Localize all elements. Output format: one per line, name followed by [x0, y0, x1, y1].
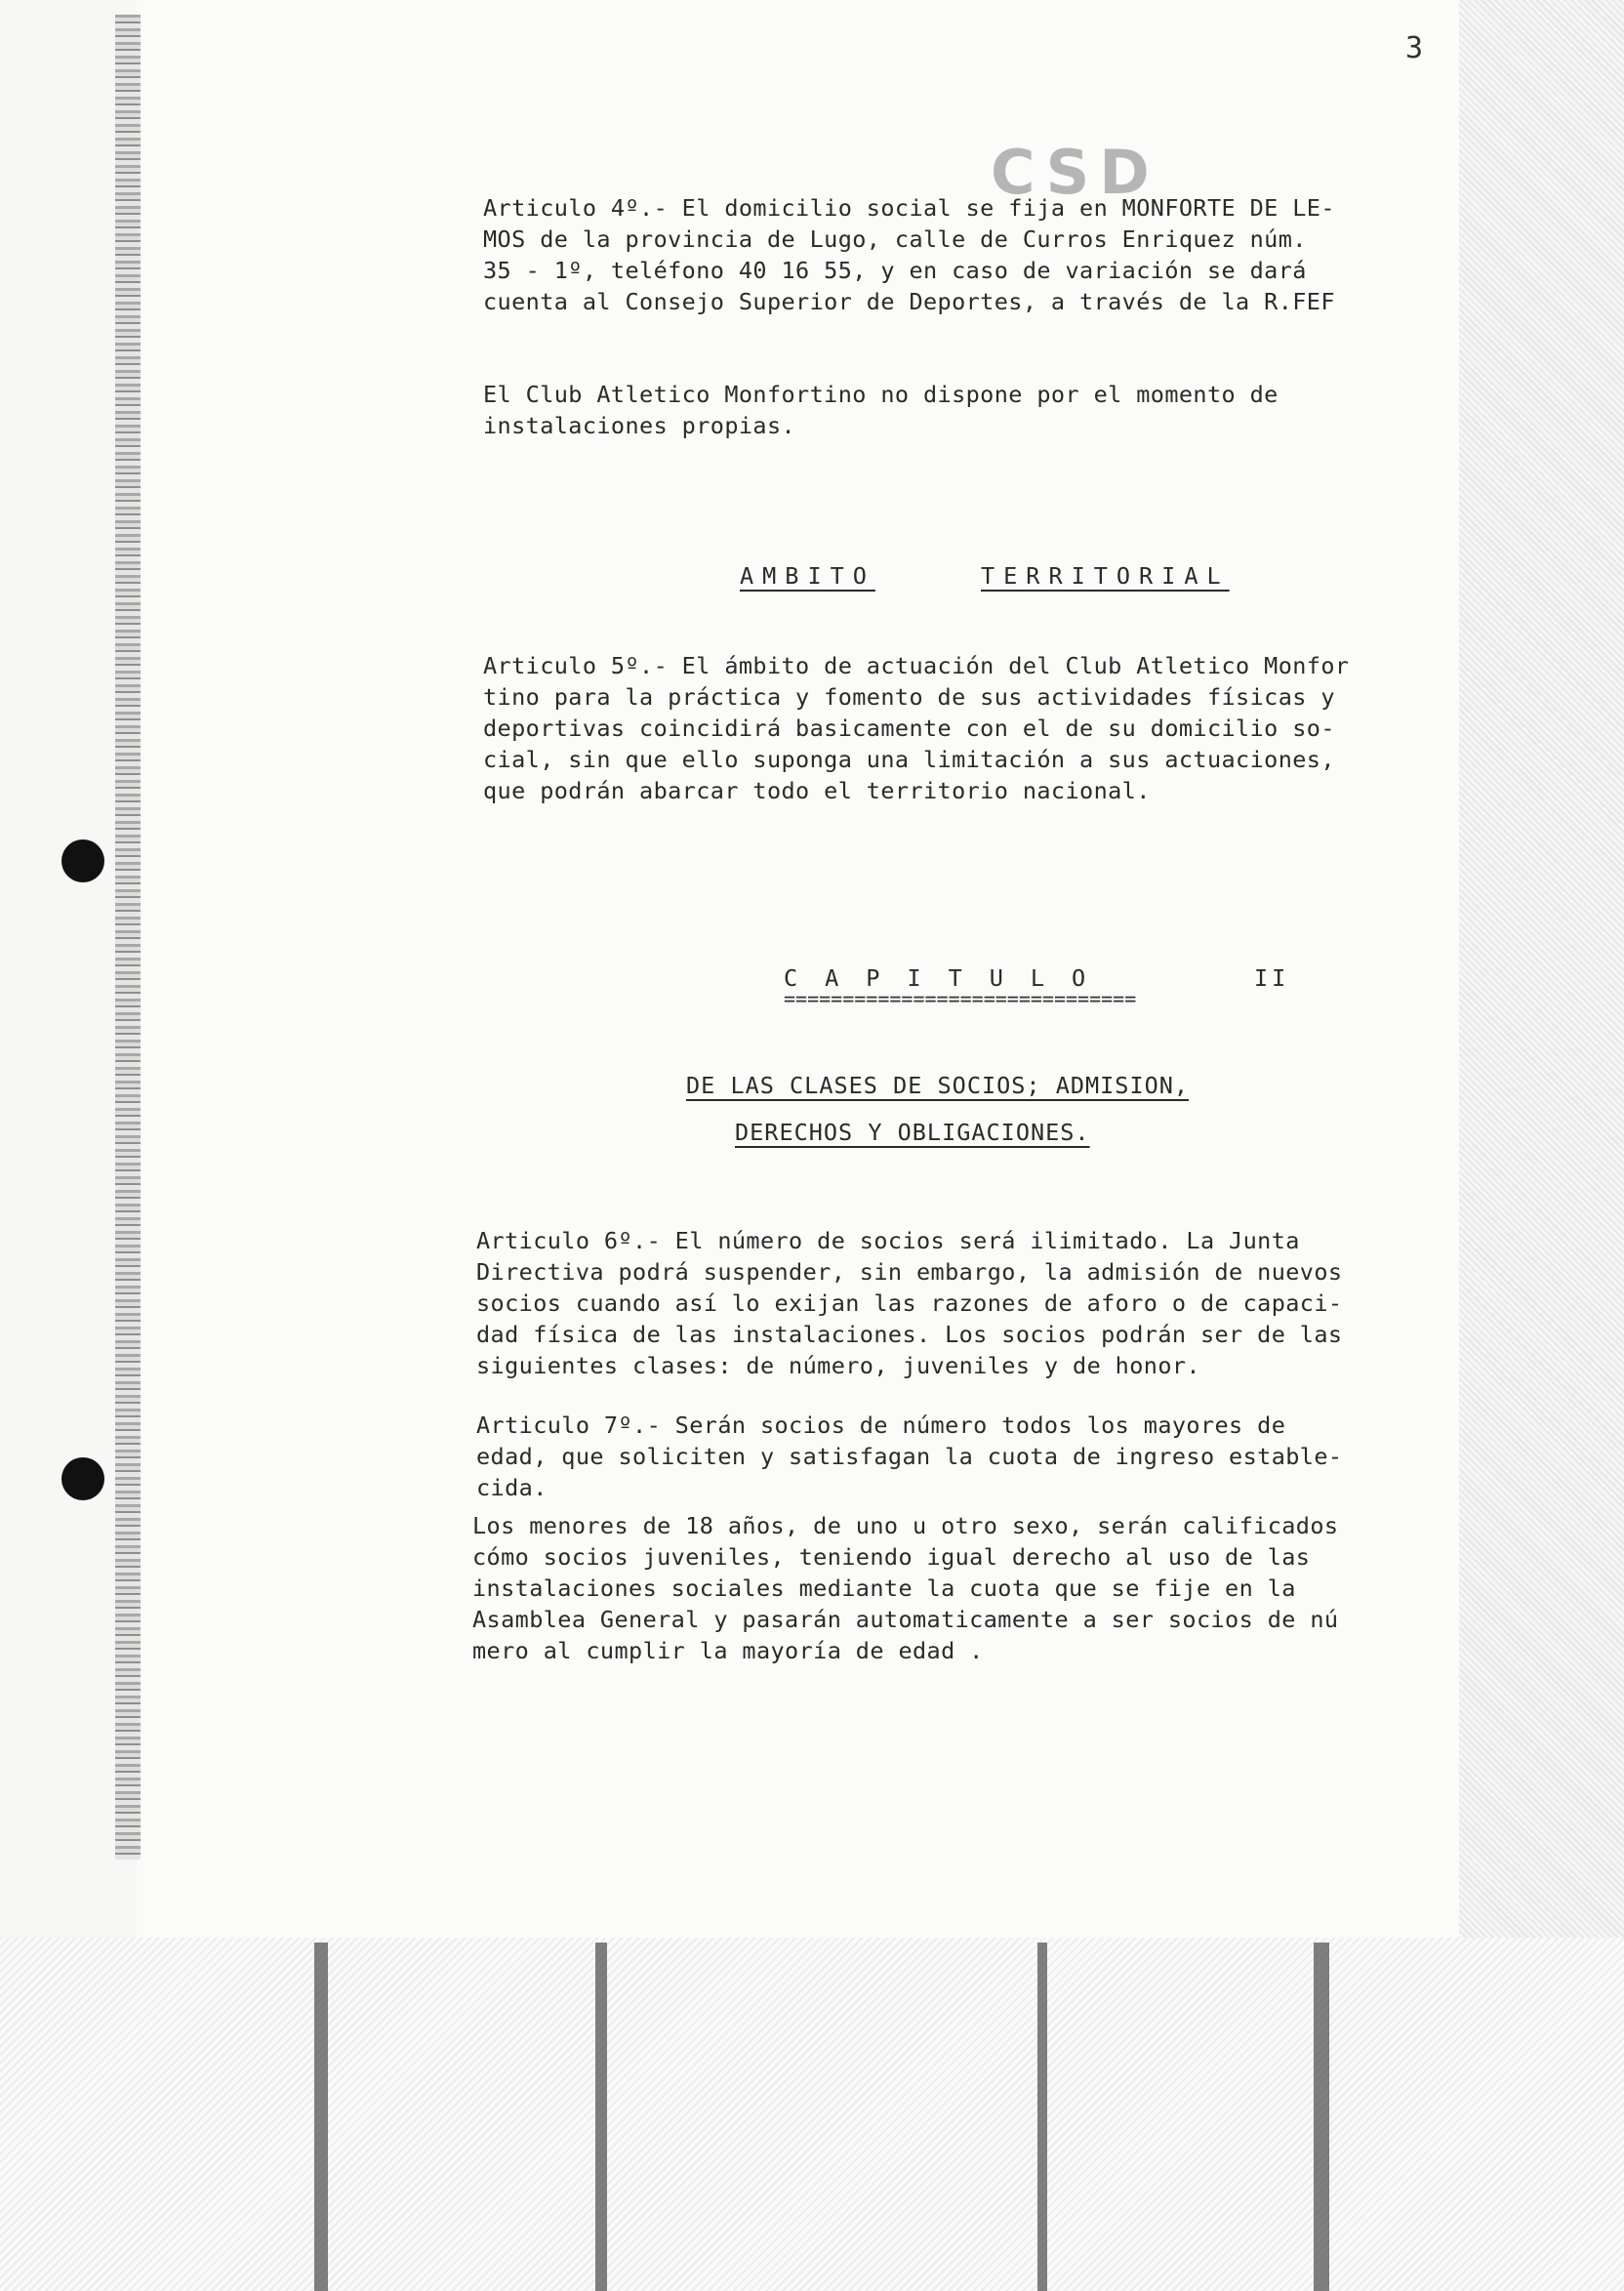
text-line: Articulo 7º.- Serán socios de número todos los mayores de: [476, 1411, 1286, 1439]
text-line: Asamblea General y pasarán automaticamente a ser socios de nú: [472, 1606, 1339, 1633]
text-line: deportivas coincidirá basicamente con el de su domicilio so-: [483, 715, 1335, 742]
article-4: [483, 192, 1459, 317]
text-line: cómo socios juveniles, teniendo igual derecho al uso de las: [472, 1543, 1311, 1571]
scan-left-edge: [115, 15, 141, 1860]
text-line: 35 - 1º, teléfono 40 16 55, y en caso de variación se dará: [483, 257, 1307, 284]
chapter-subtitle-1: DE LAS CLASES DE SOCIOS; ADMISION,: [686, 1072, 1190, 1099]
text-line: Los menores de 18 años, de uno u otro sexo, serán calificados: [472, 1512, 1339, 1539]
scan-streak: [314, 1943, 328, 2291]
text-line: Articulo 4º.- El domicilio social se fija en MONFORTE DE LE-: [483, 194, 1335, 222]
text-line: MOS de la provincia de Lugo, calle de Curros Enriquez núm.: [483, 225, 1307, 253]
text-line: socios cuando así lo exijan las razones de aforo o de capaci-: [476, 1289, 1343, 1317]
punch-hole: [61, 839, 104, 882]
csd-stamp: CSD: [991, 137, 1159, 208]
heading-ambito: AMBITO: [740, 562, 875, 590]
chapter-subtitle-2: DERECHOS Y OBLIGACIONES.: [735, 1119, 1090, 1146]
scan-streak: [1037, 1943, 1047, 2291]
article-6: [476, 1225, 1452, 1381]
scan-streak: [1314, 1943, 1329, 2291]
text-line: dad física de las instalaciones. Los socios podrán ser de las: [476, 1321, 1343, 1348]
text-line: Articulo 5º.- El ámbito de actuación del Club Atletico Monfor: [483, 652, 1350, 679]
heading-territorial: TERRITORIAL: [981, 562, 1230, 590]
text-line: que podrán abarcar todo el territorio nacional.: [483, 777, 1151, 804]
text-line: cial, sin que ello suponga una limitación a sus actuaciones,: [483, 746, 1335, 773]
text-line: cuenta al Consejo Superior de Deportes, a través de la R.FEF: [483, 288, 1335, 315]
text-line: mero al cumplir la mayoría de edad .: [472, 1637, 984, 1664]
text-line: edad, que soliciten y satisfagan la cuota de ingreso estable-: [476, 1443, 1343, 1470]
text-line: Articulo 6º.- El número de socios será ilimitado. La Junta: [476, 1227, 1300, 1254]
text-line: cida.: [476, 1474, 548, 1501]
text-line: El Club Atletico Monfortino no dispone por el momento de: [483, 381, 1279, 408]
text-line: instalaciones sociales mediante la cuota que se fije en la: [472, 1575, 1296, 1602]
scan-bottom-band: [0, 1938, 1624, 2291]
chapter-title: CAPITULO: [784, 964, 1114, 992]
punch-hole: [61, 1457, 104, 1500]
text-line: instalaciones propias.: [483, 412, 796, 439]
chapter-number: II: [1254, 964, 1290, 992]
text-line: siguientes clases: de número, juveniles y de honor.: [476, 1352, 1200, 1379]
chapter-double-rule: ==============================: [784, 987, 1137, 1010]
text-line: Directiva podrá suspender, sin embargo, la admisión de nuevos: [476, 1258, 1343, 1286]
text-line: tino para la práctica y fomento de sus actividades físicas y: [483, 683, 1335, 711]
article-5: [483, 650, 1459, 806]
scan-streak: [595, 1943, 607, 2291]
article-7-continuation: [472, 1510, 1448, 1666]
page-number: 3: [1405, 31, 1424, 65]
article-7: [476, 1410, 1452, 1503]
article-4-note: [483, 379, 1459, 441]
